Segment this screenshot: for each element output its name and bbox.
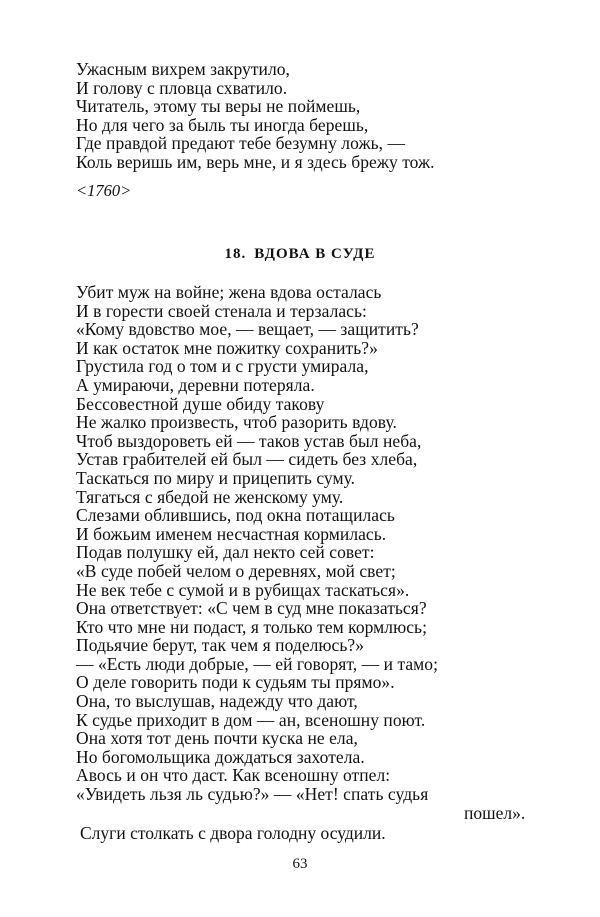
- verse-line: Авось и он что даст. Как всеношну отпел:: [76, 765, 391, 786]
- verse-line: Она ответствует: «С чем в суд мне показаться?: [76, 598, 427, 619]
- verse-line: Не век тебе с сумой и в рубищах таскаться».: [76, 579, 410, 600]
- verse-line: Коль веришь им, верь мне, и я здесь брежу тож.: [76, 151, 435, 172]
- verse-line: Тягаться с ябедой не женскому уму.: [76, 486, 344, 507]
- verse-line: И голову с пловца схватило.: [76, 77, 288, 98]
- verse-line: Подьячие берут, так чем я поделюсь?»: [76, 635, 365, 656]
- verse-line: Но для чего за быль ты иногда берешь,: [76, 114, 369, 135]
- poem-heading: [0, 245, 600, 263]
- verse-line: Но богомольщика дождаться захотела.: [76, 746, 365, 767]
- verse-line: Она, то выслушав, надежду что дают,: [76, 691, 358, 712]
- verse-line: И божьим именем несчастная кормилась.: [76, 523, 387, 544]
- verse-line: Слезами облившись, под окна потащилась: [76, 505, 395, 526]
- verse-line: Таскаться по миру и прицепить суму.: [76, 467, 356, 488]
- verse-line: И как остаток мне пожитку сохранить?»: [76, 337, 378, 358]
- verse-line: Убит муж на войне; жена вдова осталась: [76, 282, 382, 302]
- verse-line: Грустила год о том и с грусти умирала,: [76, 356, 369, 377]
- page-number: 63: [292, 856, 308, 872]
- verse-line: Чтоб выздороветь ей — таков устав был неба,: [76, 430, 422, 451]
- verse-line: Она хотя тот день почти куска не ела,: [76, 728, 358, 749]
- poem-number: 18.: [224, 246, 247, 262]
- verse-line: Где правдой предают тебе безумну ложь, —: [76, 133, 406, 154]
- verse-line: А умираючи, деревни потеряла.: [76, 374, 315, 395]
- verse-line: Кто что мне ни подаст, я только тем кормлюсь;: [76, 616, 427, 637]
- verse-line: — «Есть люди добрые, — ей говорят, — и тамо;: [76, 653, 439, 674]
- verse-line: Бессовестной душе обиду такову: [76, 393, 325, 414]
- poem-title: ВДОВА В СУДЕ: [254, 246, 376, 262]
- verse-line: «Кому вдовство мое, — вещает, — защитить?: [76, 319, 419, 340]
- verse-line: Ужасным вихрем закрутило,: [76, 59, 290, 79]
- verse-line: Не жалко произвесть, чтоб разорить вдову.: [76, 412, 397, 433]
- verse-overflow-word: пошел».: [464, 803, 526, 823]
- verse-line: Устав грабителей ей был — сидеть без хлеба,: [76, 449, 418, 470]
- verse-line: «Увидеть льзя ль судью?» — «Нет! спать судья: [76, 784, 429, 805]
- verse-line: О деле говорить поди к судьям ты прямо».: [76, 672, 395, 693]
- verse-line-last: Слуги столкать с двора голодну осудили.: [80, 823, 386, 843]
- verse-line: И в горести своей стенала и терзалась:: [76, 300, 367, 321]
- verse-line: Подав полушку ей, дал некто сей совет:: [76, 542, 375, 563]
- date-note: <1760>: [76, 181, 132, 200]
- poem-body: [76, 283, 526, 804]
- verse-line: К судье приходит в дом — ан, всеношну поют.: [76, 709, 426, 730]
- verse-line: «В суде побей челом о деревнях, мой свет;: [76, 560, 396, 581]
- top-stanza: [76, 60, 526, 172]
- verse-line: Читатель, этому ты веры не поймешь,: [76, 96, 361, 117]
